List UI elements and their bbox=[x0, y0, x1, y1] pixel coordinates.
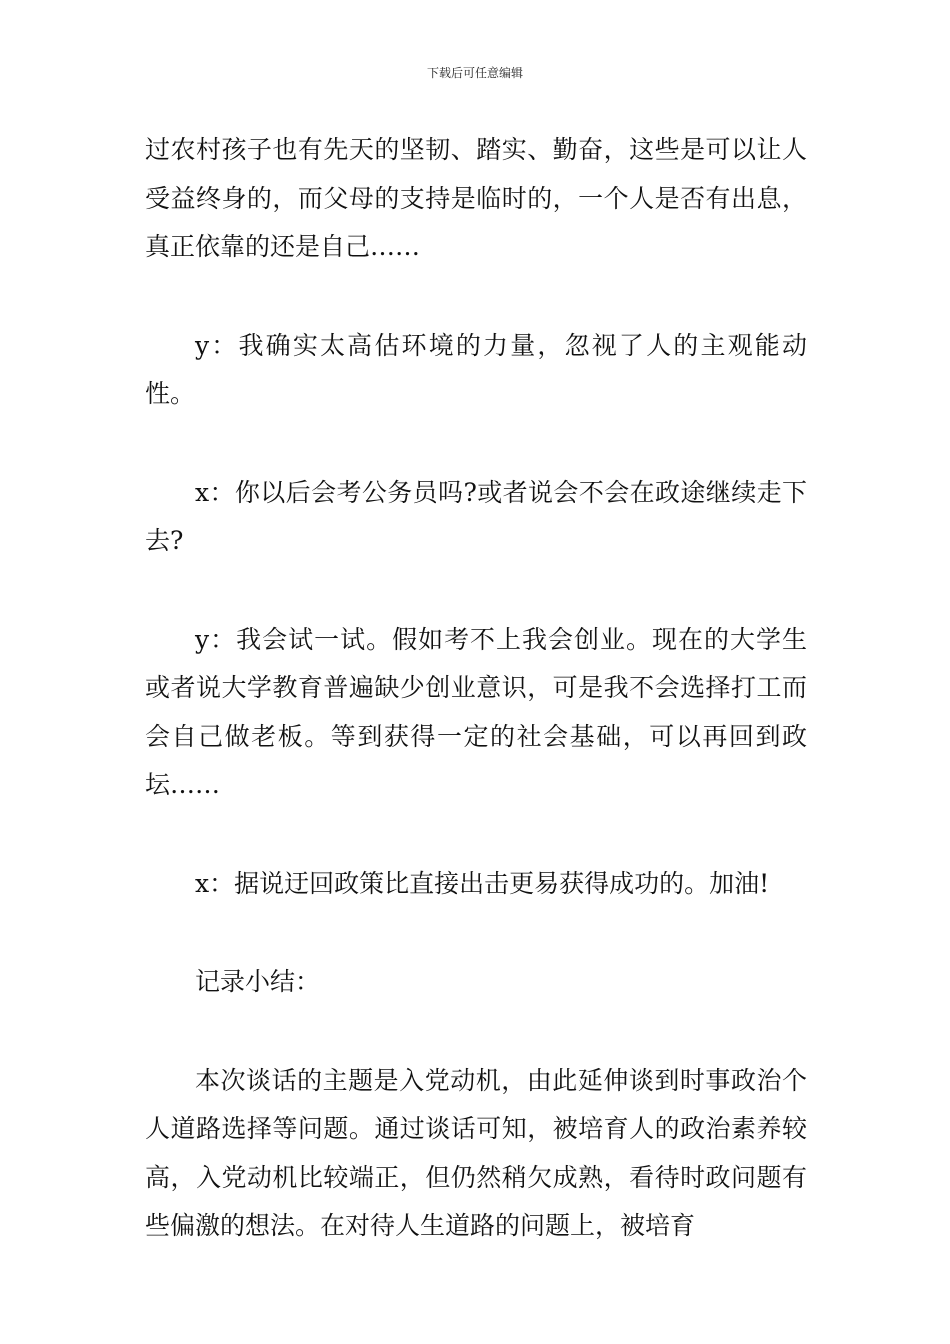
paragraph-dialogue-x-1: x：你以后会考公务员吗?或者说会不会在政途继续走下去? bbox=[145, 477, 807, 555]
paragraph-summary: 本次谈话的主题是入党动机，由此延伸谈到时事政治个人道路选择等问题。通过谈话可知，被培育人的政治素养较高，入党动机比较端正，但仍然稍欠成熟，看待时政问题有些偏激的想法。在对待人生道路的问题上，被培育 bbox=[145, 1065, 807, 1240]
paragraph-continuation: 过农村孩子也有先天的坚韧、踏实、勤奋，这些是可以让人受益终身的，而父母的支持是临时的，一个人是否有出息，真正依靠的还是自己…… bbox=[145, 135, 807, 261]
paragraph-dialogue-x-2: x：据说迂回政策比直接出击更易获得成功的。加油! bbox=[195, 868, 770, 898]
page-header-note: 下载后可任意编辑 bbox=[426, 66, 523, 80]
document-body bbox=[145, 126, 807, 1251]
paragraph-dialogue-y-1: y：我确实太高估环境的力量，忽视了人的主观能动性。 bbox=[145, 330, 807, 408]
paragraph-dialogue-y-2: y：我会试一试。假如考不上我会创业。现在的大学生或者说大学教育普遍缺少创业意识，可是我不会选择打工而会自己做老板。等到获得一定的社会基础，可以再回到政坛…… bbox=[145, 624, 807, 799]
section-heading-summary: 记录小结： bbox=[195, 967, 321, 996]
